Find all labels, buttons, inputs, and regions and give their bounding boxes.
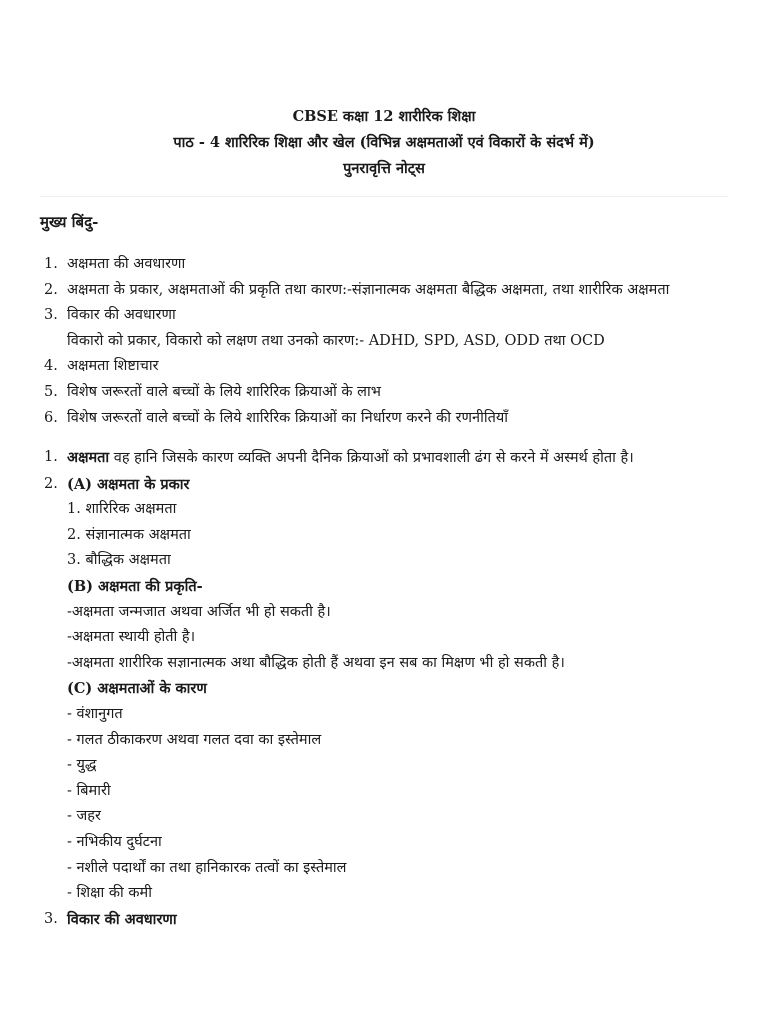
type-item: 3. बौद्धिक अक्षमता: [67, 552, 171, 569]
definition-text: वह हानि जिसके कारण व्यक्ति अपनी दैनिक क्रियाओं को प्रभावशाली ढंग से करने में अस्मर्थ होता है।: [109, 450, 634, 466]
header-notes-title: पुनरावृत्ति नोट्स: [343, 160, 425, 177]
type-item: 1. शारिरिक अक्षमता: [67, 501, 177, 518]
cause-item: - जहर: [67, 808, 101, 825]
nature-item: -अक्षमता शारीरिक सज्ञानात्मक अथा बौद्धिक होती हैं अथवा इन सब का मिक्षण भी हो सकती है।: [67, 654, 565, 671]
item-number: 6.: [44, 409, 58, 426]
item-number: 5.: [44, 383, 58, 400]
nature-item: -अक्षमता जन्मजात अथवा अर्जित भी हो सकती है।: [67, 603, 331, 620]
main-points-list: [40, 252, 740, 431]
main-point-item: [40, 406, 740, 432]
term-bold: अक्षमता: [67, 449, 110, 466]
cause-item: - बिमारी: [67, 782, 111, 799]
item-number: 1.: [44, 256, 58, 272]
section-heading-disorder: विकार की अवधारणा: [67, 910, 177, 928]
item-number: 2.: [44, 475, 58, 492]
cause-item: - शिक्षा की कमी: [67, 885, 152, 902]
item-text: विशेष जरूरतों वाले बच्चों के लिये शारिरिक क्रियाओं का निर्धारण करने की रणनीतियाँ: [67, 409, 509, 426]
details-list: [40, 445, 740, 933]
item-text: विकार की अवधारणा: [67, 307, 176, 324]
item-text: अक्षमता की अवधारणा: [67, 256, 186, 272]
type-item: 2. संज्ञानात्मक अक्षमता: [67, 526, 191, 543]
header-chapter-title: पाठ - 4 शारिरिक शिक्षा और खेल (विभिन्न अक्षमताओं एवं विकारों के संदर्भ में): [173, 134, 595, 151]
header-divider: [40, 196, 728, 197]
cause-item: - गलत ठीकाकरण अथवा गलत दवा का इस्तेमाल: [67, 731, 322, 748]
main-point-item: [40, 278, 740, 304]
cause-item: - नभिकीय दुर्घटना: [67, 833, 162, 850]
item-number: 3.: [44, 910, 58, 927]
section-heading-causes: (C) अक्षमताओं के कारण: [67, 680, 207, 698]
main-points-title: मुख्य बिंदु-: [40, 213, 99, 231]
main-point-item: [40, 354, 740, 380]
main-point-item: [40, 380, 740, 406]
document-header: [0, 104, 768, 182]
detail-item-disability-types: [40, 472, 740, 907]
main-point-item: [40, 252, 740, 278]
cause-item: - नशीले पदार्थों का तथा हानिकारक तत्वों का इस्तेमाल: [67, 859, 347, 876]
item-text: विशेष जरूरतों वाले बच्चों के लिये शारिरिक क्रियाओं के लाभ: [67, 383, 381, 400]
item-number: 2.: [44, 281, 58, 298]
cause-item: - युद्ध: [67, 757, 97, 774]
main-point-item: [40, 303, 740, 354]
nature-item: -अक्षमता स्थायी होती है।: [67, 629, 196, 646]
item-subtext: विकारो को प्रकार, विकारो को लक्षण तथा उनको कारण:- ADHD, SPD, ASD, ODD तथा OCD: [67, 332, 605, 349]
section-heading-nature: (B) अक्षमता की प्रकृति-: [67, 577, 203, 595]
item-number: 3.: [44, 307, 58, 324]
detail-item-disorder: [40, 907, 740, 934]
detail-item-disability: [40, 445, 740, 472]
item-text: अक्षमता के प्रकार, अक्षमताओं की प्रकृति तथा कारण:-संज्ञानात्मक अक्षमता बैद्धिक अक्षमता, तथा शारीरिक अक्षमता: [67, 281, 670, 298]
cause-item: - वंशानुगत: [67, 705, 123, 722]
header-class-title: CBSE कक्षा 12 शारीरिक शिक्षा: [292, 108, 476, 125]
section-heading-types: (A) अक्षमता के प्रकार: [67, 475, 190, 493]
item-number: 1.: [44, 449, 58, 465]
item-number: 4.: [44, 358, 58, 375]
item-text: अक्षमता शिष्टाचार: [67, 358, 159, 375]
